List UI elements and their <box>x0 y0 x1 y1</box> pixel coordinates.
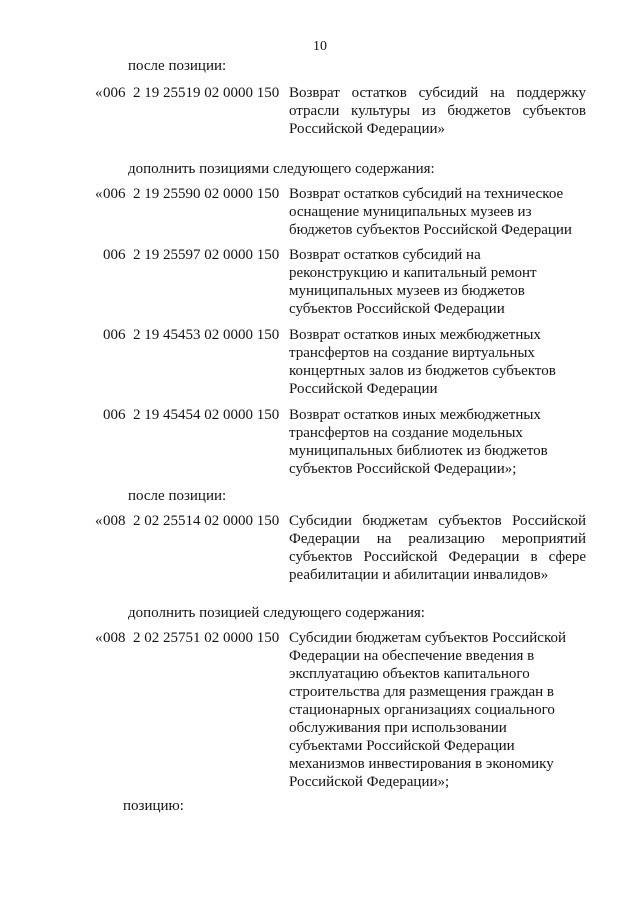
budget-classification-code: 2 19 25590 02 0000 150 <box>133 186 280 202</box>
description-line: концертных залов из бюджетов субъектов <box>289 363 556 379</box>
description-line: Возврат остатков субсидий на поддержку <box>289 85 586 101</box>
description-line: субъектами Российской Федерации <box>289 738 515 754</box>
description-line: субъектов Российской Федерации <box>289 301 505 317</box>
opening-quote: « <box>95 513 103 529</box>
phrase-after-position: после позиции: <box>128 58 227 74</box>
description-line: субъектов Российской Федерации в сфере <box>289 549 586 565</box>
page-number: 10 <box>313 39 327 54</box>
description-line: реабилитации и абилитации инвалидов» <box>289 567 549 583</box>
position-description <box>289 326 586 398</box>
opening-quote: « <box>95 85 103 101</box>
description-line: субъектов Российской Федерации»; <box>289 461 517 477</box>
phrase-supplement-positions: дополнить позициями следующего содержания: <box>128 161 435 177</box>
position-description <box>289 185 586 239</box>
description-line: обслуживания при использовании <box>289 720 507 736</box>
phrase-supplement-position: дополнить позицией следующего содержания: <box>128 605 425 621</box>
ministry-code: 006 <box>103 186 126 202</box>
description-line: муниципальных музеев из бюджетов <box>289 283 525 299</box>
description-line: Федерации на обеспечение введения в <box>289 648 535 664</box>
budget-classification-code: 2 19 25519 02 0000 150 <box>133 85 280 101</box>
description-line: Возврат остатков субсидий на техническое <box>289 186 564 202</box>
description-line: эксплуатацию объектов капитального <box>289 666 530 682</box>
position-description <box>289 246 586 318</box>
ministry-code: 006 <box>103 327 126 343</box>
position-description <box>289 629 586 791</box>
opening-quote: « <box>95 186 103 202</box>
description-line: оснащение муниципальных музеев из <box>289 204 532 220</box>
description-line: строительства для размещения граждан в <box>289 684 554 700</box>
budget-classification-code: 2 02 25751 02 0000 150 <box>133 630 280 646</box>
description-line: реконструкцию и капитальный ремонт <box>289 265 537 281</box>
description-line: Российской Федерации» <box>289 121 446 137</box>
description-line: стационарных организациях социального <box>289 702 555 718</box>
position-description <box>289 406 586 478</box>
budget-classification-code: 2 19 45453 02 0000 150 <box>133 327 280 343</box>
description-line: Возврат остатков иных межбюджетных <box>289 407 541 423</box>
phrase-position: позицию: <box>123 798 184 814</box>
budget-classification-code: 2 19 25597 02 0000 150 <box>133 247 280 263</box>
ministry-code: 006 <box>103 407 126 423</box>
ministry-code: 006 <box>103 247 126 263</box>
description-line: бюджетов субъектов Российской Федерации <box>289 222 572 238</box>
budget-classification-code: 2 19 45454 02 0000 150 <box>133 407 280 423</box>
description-line: трансфертов на создание виртуальных <box>289 345 535 361</box>
description-line: Российской Федерации»; <box>289 774 450 790</box>
description-line: Возврат остатков иных межбюджетных <box>289 327 541 343</box>
description-line: муниципальных библиотек из бюджетов <box>289 443 548 459</box>
ministry-code: 008 <box>103 630 126 646</box>
description-line: Федерации на реализацию мероприятий <box>289 531 586 547</box>
description-line: механизмов инвестирования в экономику <box>289 756 554 772</box>
position-description <box>289 512 586 584</box>
phrase-after-position: после позиции: <box>128 488 227 504</box>
description-line: Субсидии бюджетам субъектов Российской <box>289 630 566 646</box>
description-line: отрасли культуры из бюджетов субъектов <box>289 103 586 119</box>
description-line: Российской Федерации <box>289 381 438 397</box>
ministry-code: 006 <box>103 85 126 101</box>
description-line: Возврат остатков субсидий на <box>289 247 481 263</box>
ministry-code: 008 <box>103 513 126 529</box>
budget-classification-code: 2 02 25514 02 0000 150 <box>133 513 280 529</box>
position-description <box>289 84 586 138</box>
opening-quote: « <box>95 630 103 646</box>
description-line: трансфертов на создание модельных <box>289 425 523 441</box>
description-line: Субсидии бюджетам субъектов Российской <box>289 513 586 529</box>
